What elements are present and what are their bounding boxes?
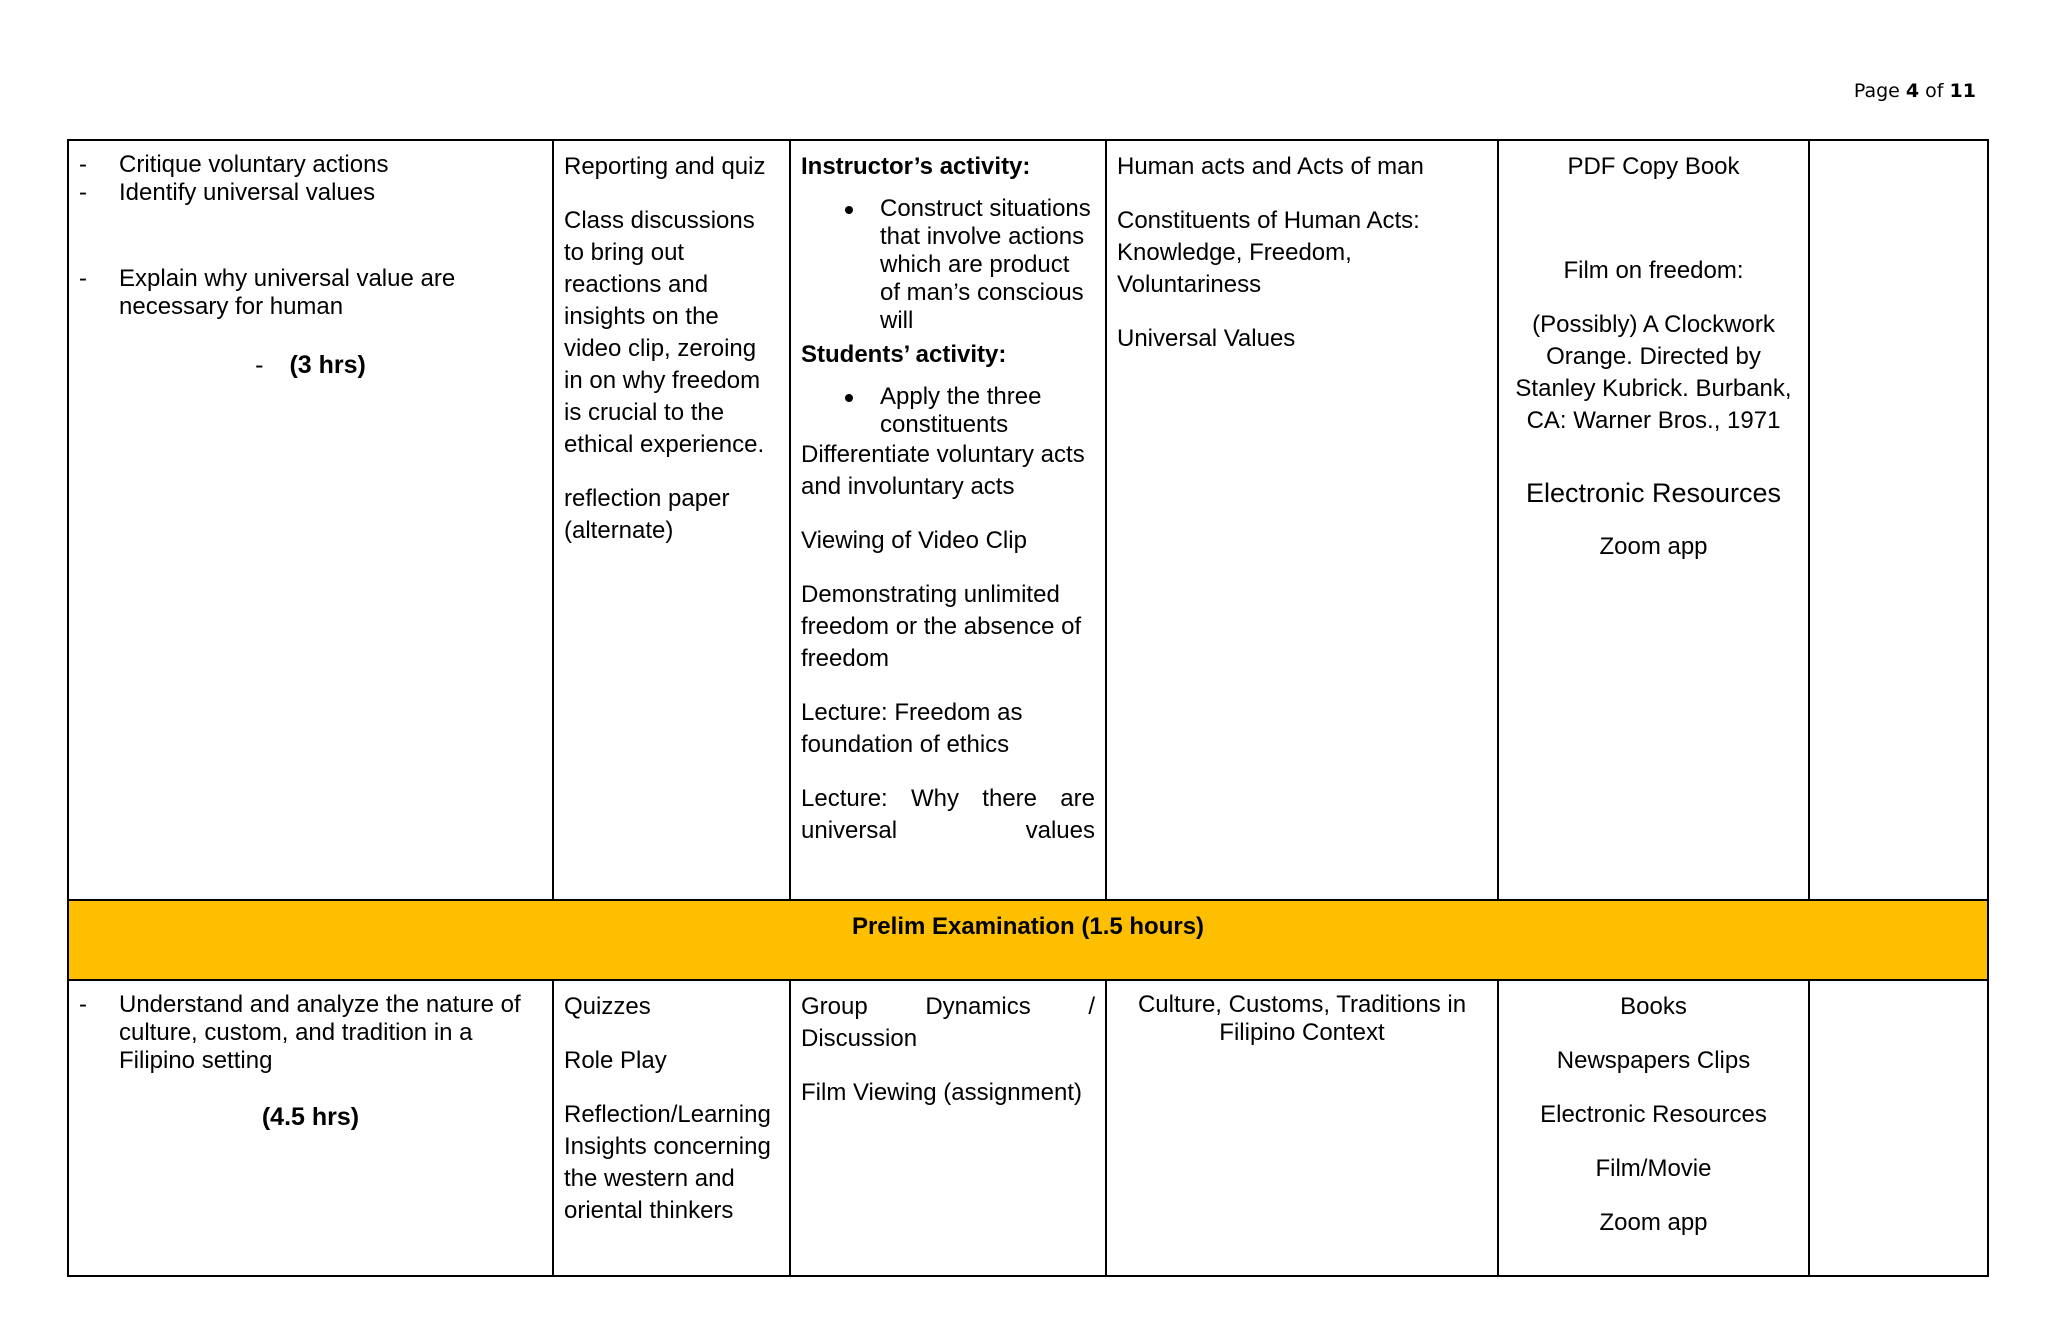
assessment-item: Class discussions to bring out reactions and insights on the video clip, zeroing in on why freedom is crucial to the ethical experience. — [564, 207, 765, 458]
activity-item: Lecture: Why there are universal values — [801, 785, 1095, 844]
activity-item: Differentiate voluntary acts and involuntary acts — [801, 441, 1085, 500]
assessment-cell — [553, 140, 790, 900]
resource-item: Zoom app — [1599, 1209, 1708, 1236]
activities-cell — [790, 140, 1106, 900]
assessment-item: Reflection/Learning Insights concerning the western and oriental thinkers — [564, 1101, 771, 1224]
activity-item: Film Viewing (assignment) — [801, 1079, 1082, 1106]
students-list — [801, 383, 1095, 439]
content-cell — [1106, 140, 1498, 900]
list-item: - Critique voluntary actions — [79, 151, 542, 179]
assessment-item: Quizzes — [564, 993, 651, 1020]
table-row — [68, 140, 1988, 900]
page-current: 4 — [1905, 80, 1920, 102]
remarks-cell — [1809, 140, 1988, 900]
list-item: Construct situations that involve actions which are product of man’s conscious will — [801, 195, 1095, 335]
list-item: Apply the three constituents — [801, 383, 1095, 439]
resources-cell — [1498, 140, 1809, 900]
hours-label: (4.5 hrs) — [261, 1103, 360, 1131]
remarks-cell — [1809, 980, 1988, 1276]
activity-item: Lecture: Freedom as foundation of ethics — [801, 699, 1023, 758]
resource-item: Electronic Resources — [1540, 1101, 1767, 1128]
resource-item: Zoom app — [1599, 533, 1708, 560]
activity-item: Viewing of Video Clip — [801, 527, 1027, 554]
learning-outcomes-cell — [68, 980, 553, 1276]
resource-item: Film on freedom: — [1563, 257, 1744, 284]
page-label: Page — [1853, 80, 1900, 102]
resource-item: Electronic Resources — [1525, 478, 1782, 508]
list-item: - Explain why universal value are necessary for human — [79, 265, 542, 321]
content-item: Constituents of Human Acts: Knowledge, Freedom, Voluntariness — [1117, 207, 1420, 298]
content-item: Human acts and Acts of man — [1117, 153, 1424, 180]
outcomes-list — [79, 991, 542, 1075]
resource-item: PDF Copy Book — [1567, 153, 1740, 180]
list-item: - Understand and analyze the nature of culture, custom, and tradition in a Filipino setting — [79, 991, 542, 1075]
hours-label: - (3 hrs) — [255, 351, 366, 379]
students-heading: Students’ activity: — [801, 341, 1007, 368]
resource-item: Film/Movie — [1595, 1155, 1712, 1182]
learning-outcomes-cell — [68, 140, 553, 900]
resources-cell — [1498, 980, 1809, 1276]
resource-item: Newspapers Clips — [1556, 1047, 1751, 1074]
exam-row — [68, 900, 1988, 980]
page-of: of — [1925, 80, 1944, 102]
instructor-list — [801, 195, 1095, 335]
assessment-item: Reporting and quiz — [564, 153, 766, 180]
content-cell — [1106, 980, 1498, 1276]
instructor-heading: Instructor’s activity: — [801, 153, 1031, 180]
content-item: Culture, Customs, Traditions in Filipino Context — [1137, 991, 1467, 1046]
table-row — [68, 980, 1988, 1276]
outcomes-list — [79, 151, 542, 321]
list-item: - Identify universal values — [79, 179, 542, 207]
assessment-cell — [553, 980, 790, 1276]
exam-banner: Prelim Examination (1.5 hours) — [68, 900, 1988, 980]
syllabus-table — [67, 139, 1989, 1277]
resource-item: Books — [1620, 993, 1687, 1020]
activity-item: Group Dynamics / Discussion — [801, 993, 1095, 1052]
content-item: Universal Values — [1117, 325, 1296, 352]
page-number — [1854, 80, 1976, 102]
assessment-item: Role Play — [564, 1047, 667, 1074]
activities-cell — [790, 980, 1106, 1276]
assessment-item: reflection paper (alternate) — [564, 485, 730, 544]
resource-item: (Possibly) A Clockwork Orange. Directed by Stanley Kubrick. Burbank, CA: Warner Bros., 1971 — [1515, 311, 1792, 434]
page-total: 11 — [1949, 80, 1976, 102]
activity-item: Demonstrating unlimited freedom or the absence of freedom — [801, 581, 1082, 672]
